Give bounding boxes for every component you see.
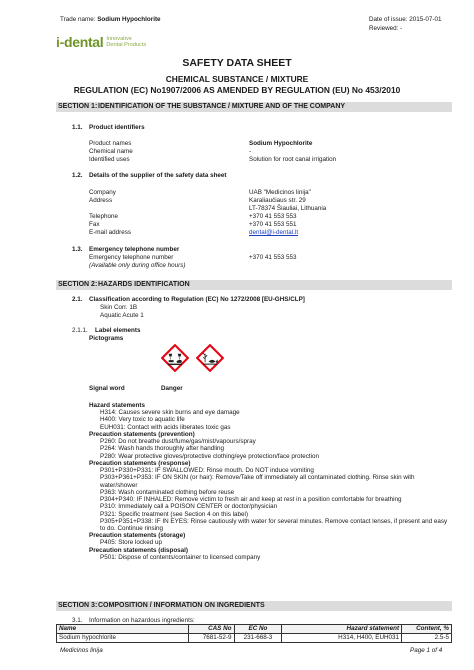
column-header: CAS No <box>188 625 234 634</box>
product-names-label: Product names <box>89 140 132 147</box>
response-statement: P363: Wash contaminated clothing before reuse <box>100 488 235 496</box>
company-label: Company <box>89 189 116 196</box>
i-dental-logo <box>56 34 146 50</box>
section-1-title: IDENTIFICATION OF THE SUBSTANCE / MIXTURE AND OF THE COMPANY <box>98 103 346 110</box>
s31-title: Information on hazardous ingredients: <box>89 617 195 624</box>
column-header: Hazard statement <box>282 625 402 634</box>
classification-1: Skin Corr. 1B <box>100 304 138 311</box>
section-2-header <box>56 280 452 290</box>
trade-name-line <box>60 16 161 23</box>
section-2-number: SECTION 2: <box>58 281 98 288</box>
footer-company: Medicinos linija <box>60 647 103 654</box>
emergency-label: Emergency telephone number <box>89 254 174 261</box>
emergency-value: +370 41 553 553 <box>249 254 297 261</box>
statements-block <box>89 402 449 561</box>
reviewed: Reviewed: - <box>369 25 403 33</box>
storage-statement: P405: Store locked up <box>100 539 162 547</box>
column-header: Content, % <box>402 625 452 634</box>
prevention-statement: P260: Do not breathe dust/fume/gas/mist/vapours/spray <box>100 438 256 446</box>
table-header-row <box>57 625 452 634</box>
address-line-1: Karaliaučiaus str. 29 <box>249 197 306 204</box>
response-statement: P310: Immediately call a POISON CENTER or doctor/physician <box>100 503 278 511</box>
chemical-name-value: - <box>249 148 252 155</box>
fax-label: Fax <box>89 221 100 228</box>
column-header: Name <box>57 625 189 634</box>
s21-number: 2.1. <box>72 296 83 303</box>
hazard-statement: EUH031: Contact with acids liberates toxic gas <box>100 423 231 431</box>
response-statement: P321: Specific treatment (see Section 4 on this label) <box>100 510 249 518</box>
table-row <box>57 634 452 643</box>
signal-word-value: Danger <box>161 385 183 392</box>
s12-number: 1.2. <box>72 172 83 179</box>
telephone-label: Telephone <box>89 213 119 220</box>
section-1-number: SECTION 1: <box>58 103 98 110</box>
prevention-statement: P264: Wash hands thoroughly after handling <box>100 445 225 453</box>
chemical-name-label: Chemical name <box>89 148 133 155</box>
product-names-value: Sodium Hypochlorite <box>249 140 313 147</box>
table-cell: H314, H400, EUH031 <box>282 634 402 643</box>
ingredients-table-wrap <box>56 624 452 643</box>
s11-title: Product identifiers <box>89 124 145 131</box>
s211-title: Label elements <box>95 327 141 334</box>
logo-tagline <box>106 36 146 48</box>
email-label: E-mail address <box>89 229 131 236</box>
identified-uses-label: Identified uses <box>89 156 130 163</box>
s211-number: 2.1.1. <box>72 327 88 334</box>
document-subtitle-2: REGULATION (EC) No1907/2006 AS AMENDED BY REGULATION (EU) No 453/2010 <box>73 85 401 95</box>
response-statement: P303+P361+P353: IF ON SKIN (or hair): Remove/Take off immediately all contaminated clothing. Rinse skin with water/shower <box>100 474 415 489</box>
response-statement: P305+P351+P338: IF IN EYES: Rinse cautiously with water for several minutes. Remove contact lenses, if present and easy to do. Continue rinsing <box>100 517 448 532</box>
hazard-statement: H400: Very toxic to aquatic life <box>100 416 185 424</box>
section-1-header <box>56 102 452 112</box>
section-3-header <box>56 601 452 611</box>
hazard-statement: H314: Causes severe skin burns and eye damage <box>100 409 240 417</box>
s21-title: Classification according to Regulation (EC) No 1272/2008 [EU-GHS/CLP] <box>89 296 305 303</box>
logo-brand-rest: dental <box>63 34 104 50</box>
table-cell: 7681-52-9 <box>188 634 234 643</box>
disposal-label: Precaution statements (disposal) <box>89 546 189 554</box>
column-header: EC No <box>234 625 282 634</box>
hazard-statements-label: Hazard statements <box>89 402 145 409</box>
document-title: SAFETY DATA SHEET <box>182 57 292 69</box>
ingredients-table <box>56 624 452 643</box>
date-of-issue: Date of issue: 2015-07-01 <box>369 16 442 23</box>
section-2-title: HAZARDS IDENTIFICATION <box>98 281 190 288</box>
response-label: Precaution statements (response) <box>89 459 191 467</box>
trade-name-label: Trade name: <box>60 16 96 23</box>
response-statement: P304+P340: IF INHALED: Remove victim to fresh air and keep at rest in a position comfortable for breathing <box>100 496 402 504</box>
telephone-value: +370 41 553 553 <box>249 213 297 220</box>
section-3-title: COMPOSITION / INFORMATION ON INGREDIENTS <box>98 602 265 609</box>
company-value: UAB "Medicinos linija" <box>249 189 311 196</box>
logo-brand-i: i- <box>56 34 64 50</box>
table-cell: 2.5-5 <box>402 634 452 643</box>
s12-title: Details of the supplier of the safety data sheet <box>89 172 227 179</box>
signal-word-label: Signal word <box>89 385 125 392</box>
logo-tagline-2: Dental Products <box>106 42 147 49</box>
prevention-label: Precaution statements (prevention) <box>89 430 195 438</box>
logo-tagline-1: Innovative <box>106 35 132 42</box>
issue-info <box>369 16 441 34</box>
table-cell: Sodium hypochlorite <box>57 634 189 643</box>
section-3-number: SECTION 3: <box>58 602 98 609</box>
disposal-statement: P501: Dispose of contents/container to licensed company <box>100 553 261 561</box>
storage-label: Precaution statements (storage) <box>89 532 186 540</box>
email-link[interactable]: dental@i-dental.lt <box>249 229 299 236</box>
s31-number: 3.1. <box>72 617 83 624</box>
emergency-note: (Available only during office hours) <box>89 262 186 269</box>
prevention-statement: P280: Wear protective gloves/protective clothing/eye protection/face protection <box>100 452 319 460</box>
address-line-2: LT-78374 Šiauliai, Lithuania <box>249 205 327 212</box>
corrosion-icon <box>161 344 189 374</box>
environment-icon <box>196 344 224 374</box>
s13-number: 1.3. <box>72 246 83 253</box>
address-label: Address <box>89 197 113 204</box>
s13-title: Emergency telephone number <box>89 246 180 253</box>
s11-number: 1.1. <box>72 124 83 131</box>
fax-value: +370 41 553 551 <box>249 221 297 228</box>
classification-2: Aquatic Acute 1 <box>100 312 144 319</box>
footer-page: Page 1 of 4 <box>410 647 443 654</box>
pictograms-label: Pictograms <box>89 335 124 342</box>
document-subtitle-1: CHEMICAL SUBSTANCE / MIXTURE <box>165 74 309 84</box>
response-statement: P301+P330+P331: IF SWALLOWED: Rinse mouth. Do NOT induce vomiting <box>100 467 314 475</box>
trade-name-value: Sodium Hypochlorite <box>97 16 161 23</box>
table-cell: 231-668-3 <box>234 634 282 643</box>
identified-uses-value: Solution for root canal irrigation <box>249 156 337 163</box>
